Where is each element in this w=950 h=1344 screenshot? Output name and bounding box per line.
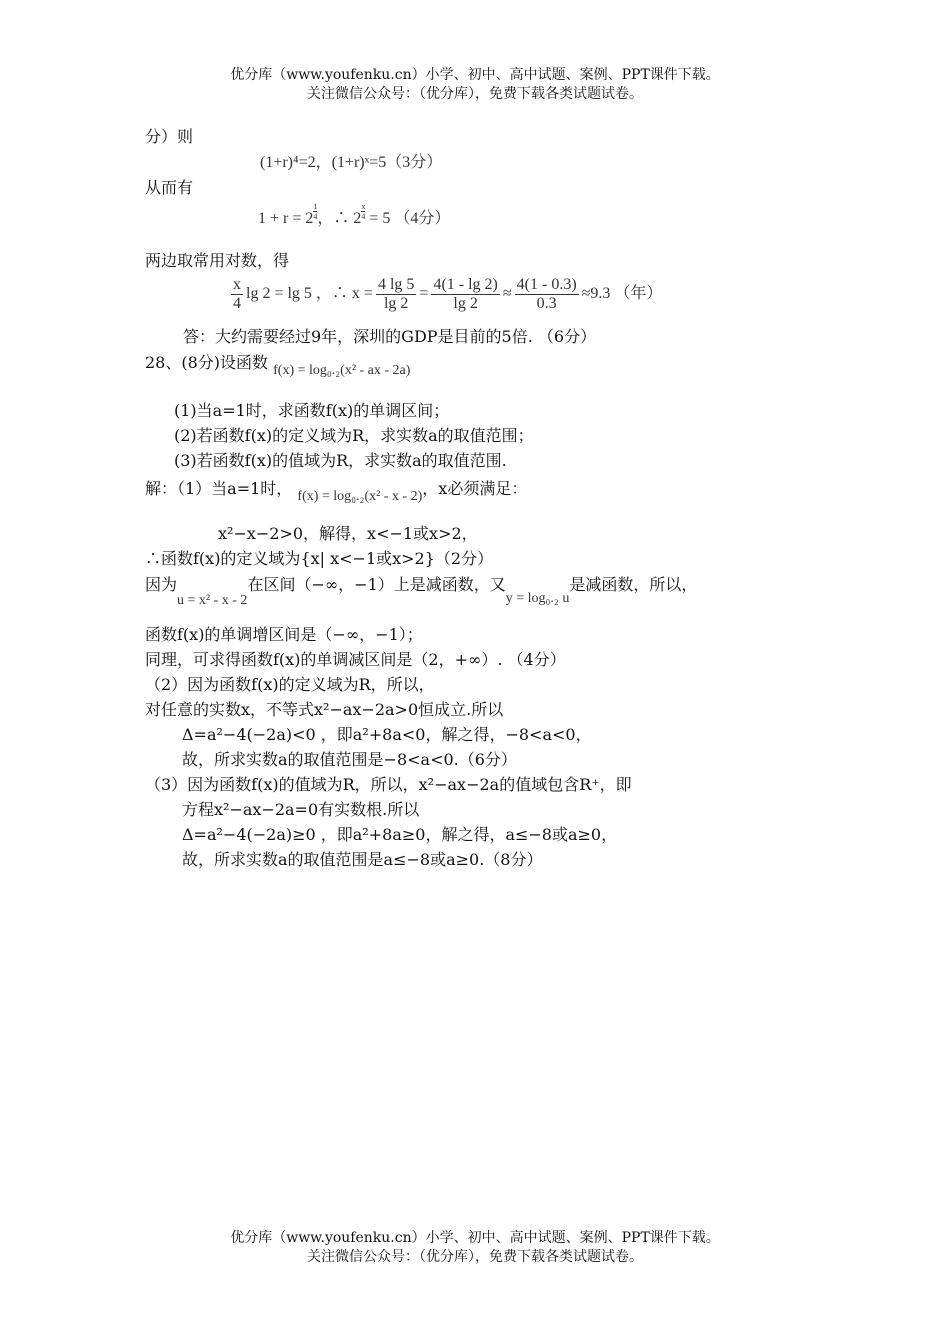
text-line xyxy=(145,574,698,608)
equation-part: ≈9.3 （年） xyxy=(581,285,663,302)
fraction-numerator: 4 lg 5 xyxy=(377,275,415,293)
text-line: 同理，可求得函数f(x)的单调减区间是（2，+∞）. （4分） xyxy=(145,650,566,669)
text-line: (3)若函数f(x)的值域为R，求实数a的取值范围. xyxy=(174,451,507,470)
fraction xyxy=(376,276,416,313)
text-line xyxy=(145,478,527,502)
equation-inline: f(x) = log₀.₂(x² - x - 2) xyxy=(297,489,423,504)
text-line: （2）因为函数f(x)的定义域为R，所以， xyxy=(145,675,435,694)
text-line: x²−x−2>0，解得，x<−1或x>2， xyxy=(218,524,478,543)
text-line: 故，所求实数a的取值范围是a≤−8或a≥0.（8分） xyxy=(182,850,543,869)
fraction-denominator: 4 xyxy=(361,212,366,221)
text-line: (2)若函数f(x)的定义域为R，求实数a的取值范围； xyxy=(174,426,534,445)
text-line: 分）则 xyxy=(145,127,194,146)
text-line: Δ=a²−4(−2a)≥0 ，即a²+8a≥0，解之得，a≤−8或a≥0， xyxy=(182,825,618,844)
page-header-line2: 关注微信公众号：（优分库），免费下载各类试题试卷。 xyxy=(307,86,643,102)
text-line: 函数f(x)的单调增区间是（−∞，−1）； xyxy=(145,625,423,644)
text-line: (1)当a=1时，求函数f(x)的单调区间； xyxy=(174,401,450,420)
equation-line: (1+r)⁴=2，(1+r)ˣ=5（3分） xyxy=(260,154,443,171)
text-part: 是减函数，所以， xyxy=(569,575,698,594)
fraction-numerator: 4(1 - 0.3) xyxy=(516,275,577,293)
equation-inline: f(x) = log₀.₂(x² - ax - 2a) xyxy=(273,363,411,378)
text-line: 故，所求实数a的取值范围是−8<a<0.（6分） xyxy=(182,750,517,769)
fraction-numerator: x xyxy=(361,202,366,211)
fraction-numerator: 4(1 - lg 2) xyxy=(433,275,498,293)
text-line: 方程x²−ax−2a=0有实数根.所以 xyxy=(182,800,420,819)
text-part: 因为 xyxy=(145,575,178,594)
fraction-denominator: lg 2 xyxy=(453,294,478,312)
text-line: 两边取常用对数，得 xyxy=(145,251,290,270)
text-line xyxy=(145,352,410,376)
text-part: ，x必须满足： xyxy=(422,479,528,498)
page-header-line1: 优分库（www.youfenku.cn）小学、初中、高中试题、案例、PPT课件下载。 xyxy=(230,67,720,83)
text-part: 在区间（−∞，−1）上是减函数，又 xyxy=(247,575,506,594)
text-line: Δ=a²−4(−2a)<0 ，即a²+8a<0，解之得，−8<a<0， xyxy=(182,725,592,744)
text-line: 答：大约需要经过9年，深圳的GDP是目前的5倍. （6分） xyxy=(183,327,597,346)
solution-label: 解：（1）当a=1时， xyxy=(145,479,293,498)
fraction-numerator: x xyxy=(233,275,241,293)
equation-part: 1 + r = 2 xyxy=(258,210,314,227)
text-line: ∴函数f(x)的定义域为{x| x<−1或x>2}（2分） xyxy=(145,549,494,568)
equation-line: $\frac{x}{4}$ lg 2 = lg 5 ，∴ x = $\frac{4 \lg 5}{\lg 2}$ = $\frac{4(1 - \lg 2)}{\lg 2}$ ≈ $\frac{4(1 - 0.3)}{0.3}$ ≈9.3 （年） xyxy=(233,275,663,312)
fraction-denominator: 4 xyxy=(233,294,241,312)
equation-inline: u = x² - x - 2 xyxy=(177,593,248,608)
fraction-numerator: 1 xyxy=(313,202,318,211)
fraction xyxy=(515,276,579,313)
page-footer-line2: 关注微信公众号：（优分库），免费下载各类试题试卷。 xyxy=(307,1249,643,1265)
fraction-denominator: lg 2 xyxy=(383,294,409,312)
equation-part: lg 2 = lg 5 ，∴ x = xyxy=(246,285,373,302)
text-line: 从而有 xyxy=(145,178,194,197)
equation-line xyxy=(258,202,451,230)
fraction-denominator: 4 xyxy=(313,212,318,221)
fraction-denominator: 0.3 xyxy=(536,294,557,312)
fraction xyxy=(431,276,499,313)
text-line: 对任意的实数x，不等式x²−ax−2a>0恒成立.所以 xyxy=(145,700,504,719)
question-number: 28、(8分)设函数 xyxy=(145,353,269,372)
page-footer-line1: 优分库（www.youfenku.cn）小学、初中、高中试题、案例、PPT课件下载。 xyxy=(230,1230,720,1246)
equation-part: = 5 （4分） xyxy=(365,210,451,227)
equation-part: ，∴ 2 xyxy=(317,210,362,227)
equation-inline: y = log₀.₂ u xyxy=(505,591,570,606)
fraction xyxy=(231,276,243,313)
text-line: （3）因为函数f(x)的值域为R，所以，x²−ax−2a的值域包含R⁺，即 xyxy=(145,775,632,794)
